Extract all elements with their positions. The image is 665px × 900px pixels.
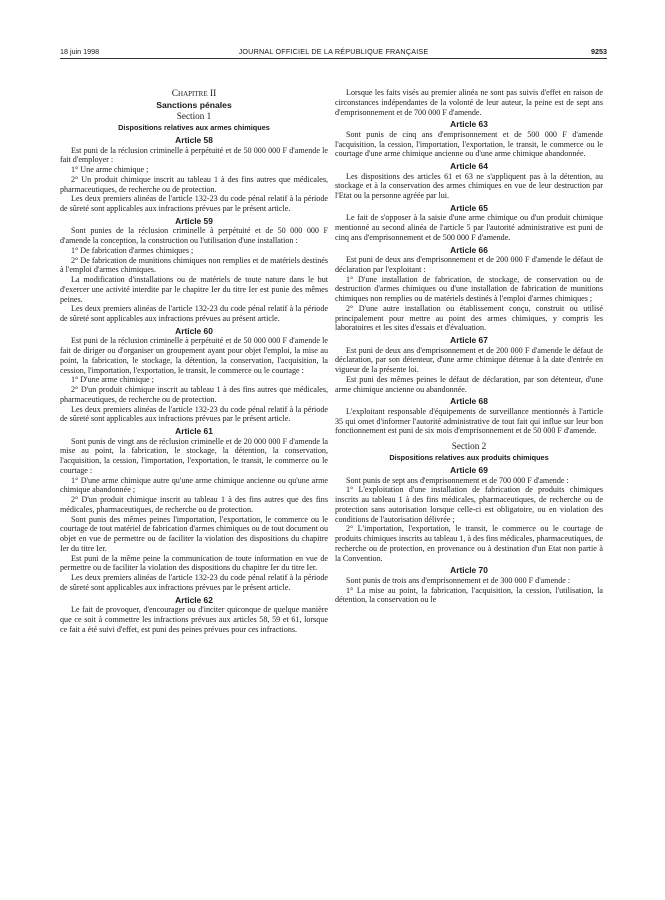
header-rule — [60, 58, 607, 59]
header-journal-title: JOURNAL OFFICIEL DE LA RÉPUBLIQUE FRANÇAISE — [238, 47, 429, 56]
article-66-paragraph: Est puni de deux ans d'emprisonnement et de 200 000 F d'amende le défaut de déclaration par l'exploitant : — [335, 255, 603, 274]
article-58-paragraph: 1° Une arme chimique ; — [71, 165, 149, 174]
article-64-paragraph: Les dispositions des articles 61 et 63 ne s'appliquent pas à la détention, au stockage et à la conservation des armes chimiques en vue de leur destruction par l'Etat ou la personne agréée par lui. — [335, 171, 603, 200]
article-69-paragraph: 2° L'importation, l'exportation, le transit, le commerce ou le courtage de produits chimiques inscrits au tableau 1, à des fins médicales, pharmaceutiques, de recherche ou de protection, en provenance ou à destination d'un Etat non partie à la Convention. — [335, 524, 603, 563]
article-68-heading: Article 68 — [450, 396, 488, 407]
article-58-paragraph: 2° Un produit chimique inscrit au tableau 1 à des fins autres que médicales, pharmaceutiques, de recherche ou de protection. — [60, 174, 328, 194]
header-page-number: 9253 — [591, 47, 607, 56]
article-58-paragraph: Est puni de la réclusion criminelle à perpétuité et de 50 000 000 F d'amende le fait d'employer : — [60, 145, 328, 165]
article-63-heading: Article 63 — [450, 119, 488, 130]
header-date: 18 juin 1998 — [60, 47, 100, 56]
section-heading: Section 2 — [451, 441, 487, 451]
article-61-paragraph: 2° D'un produit chimique inscrit au tableau 1 à des fins autres que des fins médicales, pharmaceutiques, de recherche ou de protection. — [60, 495, 328, 514]
article-70-heading: Article 70 — [450, 565, 488, 576]
article-61-paragraph: Est puni de la même peine la communication de toute information en vue de permettre ou de faciliter la violation des dispositions du chapitre Ier du titre Ier. — [60, 553, 328, 573]
article-62-heading: Article 62 — [175, 594, 213, 605]
article-69-paragraph: 1° L'exploitation d'une installation de fabrication de produits chimiques inscrits au tableau 1 à des fins médicales, pharmaceutiques, de recherche ou de protection sans autorisation lorsque celle-ci est obligatoire, ou en violation des conditions de l'autorisation délivrée ; — [335, 485, 603, 524]
article-67-heading: Article 67 — [450, 335, 488, 345]
article-68-paragraph: L'exploitant responsable d'équipements de surveillance mentionnés à l'article 35 qui omet d'informer l'autorité administrative de tout fait qui influe sur leur bon fonctionnement est puni de six mois d'emprisonnement et de 50 000 F d'amende. — [335, 406, 603, 436]
article-67-paragraph: Est puni de deux ans d'emprisonnement et de 200 000 F d'amende le défaut de déclaration, par son détenteur, d'une arme chimique détenue à la date d'entrée en vigueur de la présente loi. — [335, 345, 603, 374]
article-69-paragraph: Sont punis de sept ans d'emprisonnement et de 700 000 F d'amende : — [346, 475, 569, 485]
article-62-continuation: Lorsque les faits visés au premier alinéa ne sont pas suivis d'effet en raison de circonstances indépendantes de la volonté de leur auteur, la peine est de sept ans d'emprisonnement et de 700 000 F d'amende. — [335, 88, 603, 117]
article-59-heading: Article 59 — [175, 215, 213, 226]
article-60-heading: Article 60 — [175, 325, 213, 336]
article-61-paragraph: Sont punis de vingt ans de réclusion criminelle et de 20 000 000 F d'amende la mise au point, la fabrication, le stockage, la détention, la conservation, l'acquisition, la cession, l'importation, l'exportation, le transit, le commerce ou le courtage : — [60, 436, 328, 475]
article-66-paragraph: 2° D'une autre installation ou établissement conçu, construit ou utilisé principalement pour mettre au point des armes chimiques, y compris les laboratoires et les sites d'essais et d'évaluation. — [335, 303, 603, 333]
article-64-heading: Article 64 — [450, 161, 488, 171]
section-heading: Section 1 — [176, 111, 212, 121]
section-title: Dispositions relatives aux armes chimiques — [118, 123, 270, 132]
article-59-paragraph: La modification d'installations ou de matériels de toute nature dans le but d'exercer une activité interdite par le chapitre Ier du titre Ier est punie des mêmes peines. — [60, 275, 328, 304]
chapter-title: Sanctions pénales — [156, 100, 232, 110]
article-66-heading: Article 66 — [450, 244, 488, 255]
article-58-heading: Article 58 — [175, 135, 213, 145]
article-69-heading: Article 69 — [450, 465, 488, 475]
article-70-paragraph: Sont punis de trois ans d'emprisonnement et de 300 000 F d'amende : — [346, 575, 571, 585]
page-header — [60, 47, 607, 61]
article-66-paragraph: 1° D'une installation de fabrication, de stockage, de conservation ou de destruction d'armes chimiques ou d'une installation de fabrication de munitions chimiques non remplies ou de matériels destinés à l'emploi d'armes chimiques ; — [335, 274, 603, 303]
article-60-paragraph: Est puni de la réclusion criminelle à perpétuité et de 50 000 000 F d'amende le fait de diriger ou d'organiser un groupement ayant pour objet l'emploi, la mise au point, la fabrication, le stockage, la détention, la conservation, l'acquisition, la cession, l'importation, l'exportation, le transit, le commerce ou le courtage : — [60, 336, 328, 375]
article-65-heading: Article 65 — [450, 202, 488, 213]
article-60-paragraph: 2° D'un produit chimique inscrit au tableau 1 à des fins autres que médicales, pharmaceutiques, de recherche ou de protection. — [60, 385, 328, 404]
article-61-paragraph: Sont punis des mêmes peines l'importation, l'exportation, le commerce ou le courtage de tout matériel de fabrication d'armes chimiques ou de tout document ou objet en vue de permettre ou de faciliter la violation des dispositions du chapitre Ier du titre Ier. — [60, 514, 329, 553]
right-column — [335, 88, 603, 605]
left-column — [60, 88, 328, 634]
article-60-paragraph: Les deux premiers alinéas de l'article 132-23 du code pénal relatif à la période de sûreté sont applicables aux infractions prévues par le présent article. — [60, 404, 328, 424]
article-70-paragraph: 1° La mise au point, la fabrication, l'acquisition, la cession, l'utilisation, la détention, la conservation ou le — [335, 585, 603, 605]
article-59-paragraph: 2° De fabrication de munitions chimiques non remplies et de matériels destinés à l'emploi d'armes chimiques. — [60, 255, 328, 275]
chapter-heading: Chapitre II — [171, 89, 217, 99]
article-60-paragraph: 1° D'une arme chimique ; — [71, 375, 154, 385]
article-58-paragraph: Les deux premiers alinéas de l'article 132-23 du code pénal relatif à la période de sûreté sont applicables aux infractions prévues par le présent article. — [60, 194, 328, 213]
article-59-paragraph: Les deux premiers alinéas de l'article 132-23 du code pénal relatif à la période de sûreté sont applicables aux infractions prévues au présent article. — [60, 304, 328, 323]
article-65-paragraph: Le fait de s'opposer à la saisie d'une arme chimique ou d'un produit chimique mentionné au second alinéa de l'article 5 par l'autorité administrative est puni de cinq ans d'emprisonnement et de 500 000 F d'amende. — [335, 213, 603, 242]
article-61-paragraph: 1° D'une arme chimique autre qu'une arme chimique ancienne ou qu'une arme chimique abandonnée ; — [60, 475, 328, 495]
article-59-paragraph: Sont punies de la réclusion criminelle à perpétuité et de 50 000 000 F d'amende la conception, la construction ou l'utilisation d'une installation : — [60, 226, 328, 245]
article-59-paragraph: 1° De fabrication d'armes chimiques ; — [71, 245, 194, 255]
article-67-paragraph: Est puni des mêmes peines le défaut de déclaration, par son détenteur, d'une arme chimique ancienne ou abandonnée. — [335, 374, 603, 394]
article-61-heading: Article 61 — [175, 426, 213, 436]
section-title: Dispositions relatives aux produits chimiques — [389, 453, 549, 462]
article-63-paragraph: Sont punis de cinq ans d'emprisonnement et de 500 000 F d'amende l'acquisition, la cession, l'importation, l'exportation, le transit, le commerce ou le courtage d'une arme chimique ancienne ou d'une arme chimique abandonnée. — [335, 129, 603, 159]
article-61-paragraph: Les deux premiers alinéas de l'article 132-23 du code pénal relatif à la période de sûreté sont applicables aux infractions prévues par le présent article. — [60, 573, 328, 592]
article-62-paragraph: Le fait de provoquer, d'encourager ou d'inciter quiconque de quelque manière que ce soit à commettre les infractions prévues aux articles 58, 59 et 61, lorsque ce fait a été suivi d'effet, est puni des peines prévues pour ces infractions. — [60, 605, 328, 634]
